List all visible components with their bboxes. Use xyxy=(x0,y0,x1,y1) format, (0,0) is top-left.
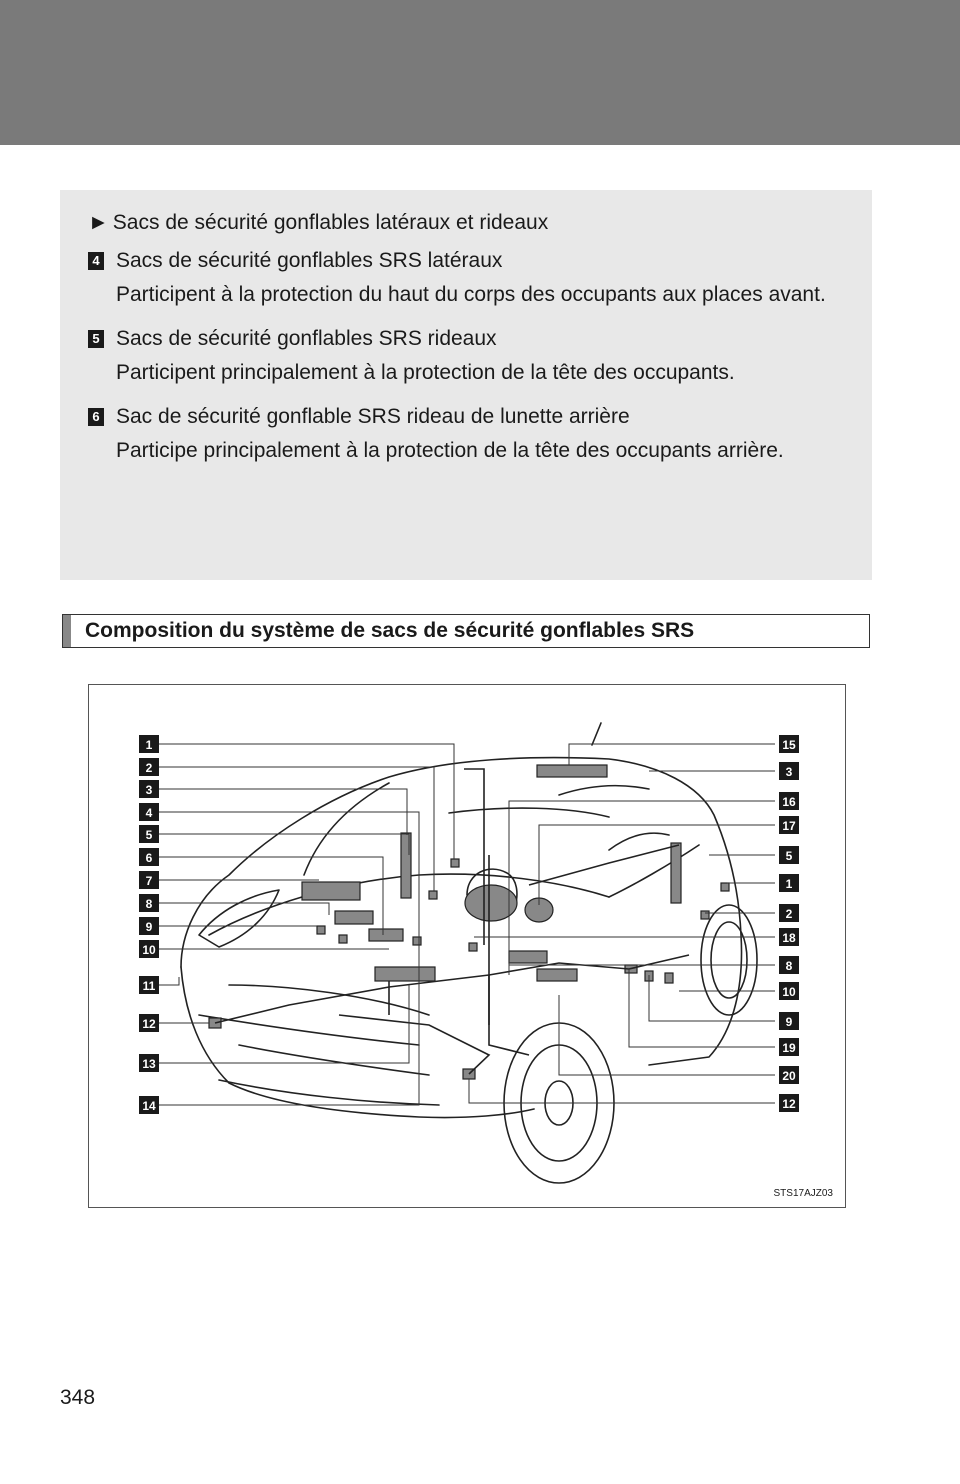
left-callout-number: 3 xyxy=(145,783,153,797)
number-badge: 6 xyxy=(88,408,104,426)
right-callout-number: 20 xyxy=(782,1069,796,1083)
left-callout-number: 5 xyxy=(145,828,153,842)
item-title-6: 6 Sac de sécurité gonflable SRS rideau de lunette arrière xyxy=(88,400,838,434)
section-header xyxy=(62,614,870,648)
info-heading: ► Sacs de sécurité gonflables latéraux et rideaux xyxy=(88,206,838,240)
left-callout-number: 13 xyxy=(142,1057,156,1071)
right-callout-number: 16 xyxy=(782,795,796,809)
item-title-5: 5 Sacs de sécurité gonflables SRS rideaux xyxy=(88,322,838,356)
left-callout-number: 4 xyxy=(145,806,153,820)
left-callout-number: 8 xyxy=(145,897,153,911)
item-desc-5: Participent principalement à la protection de la tête des occupants. xyxy=(116,361,735,384)
left-callout-number: 11 xyxy=(142,979,156,993)
airbag-diagram xyxy=(88,684,846,1208)
right-callout-number: 8 xyxy=(785,959,793,973)
right-callout-number: 1 xyxy=(785,877,793,891)
car-illustration xyxy=(89,685,845,1207)
header-band xyxy=(0,0,960,145)
right-callout-number: 5 xyxy=(785,849,793,863)
right-callout-number: 17 xyxy=(782,819,796,833)
triangle-right-icon: ► xyxy=(88,211,109,234)
item-title-4: 4 Sacs de sécurité gonflables SRS latéraux xyxy=(88,244,838,278)
right-callout-number: 10 xyxy=(782,985,796,999)
right-callout-number: 12 xyxy=(782,1097,796,1111)
left-callout-number: 6 xyxy=(145,851,153,865)
number-badge: 5 xyxy=(88,330,104,348)
section-tab xyxy=(63,615,71,647)
number-badge: 4 xyxy=(88,252,104,270)
left-callout-number: 9 xyxy=(145,920,153,934)
right-callout-number: 18 xyxy=(782,931,796,945)
right-callout-number: 2 xyxy=(785,907,793,921)
section-title: Composition du système de sacs de sécurité gonflables SRS xyxy=(85,619,695,642)
right-callout-number: 15 xyxy=(782,738,796,752)
right-callout-number: 3 xyxy=(785,765,793,779)
left-callout-number: 2 xyxy=(145,761,153,775)
info-box xyxy=(60,190,872,580)
right-callout-number: 19 xyxy=(782,1041,796,1055)
right-callout-number: 9 xyxy=(785,1015,793,1029)
left-callout-number: 7 xyxy=(145,874,153,888)
left-callout-number: 1 xyxy=(145,738,153,752)
item-desc-4: Participent à la protection du haut du corps des occupants aux places avant. xyxy=(116,283,826,306)
item-desc-6: Participe principalement à la protection de la tête des occupants arrière. xyxy=(116,439,784,462)
page-number: 348 xyxy=(60,1386,96,1409)
left-callout-number: 12 xyxy=(142,1017,156,1031)
figure-code: STS17AJZ03 xyxy=(773,1188,833,1199)
left-callout-number: 14 xyxy=(142,1099,156,1113)
left-callout-number: 10 xyxy=(142,943,156,957)
